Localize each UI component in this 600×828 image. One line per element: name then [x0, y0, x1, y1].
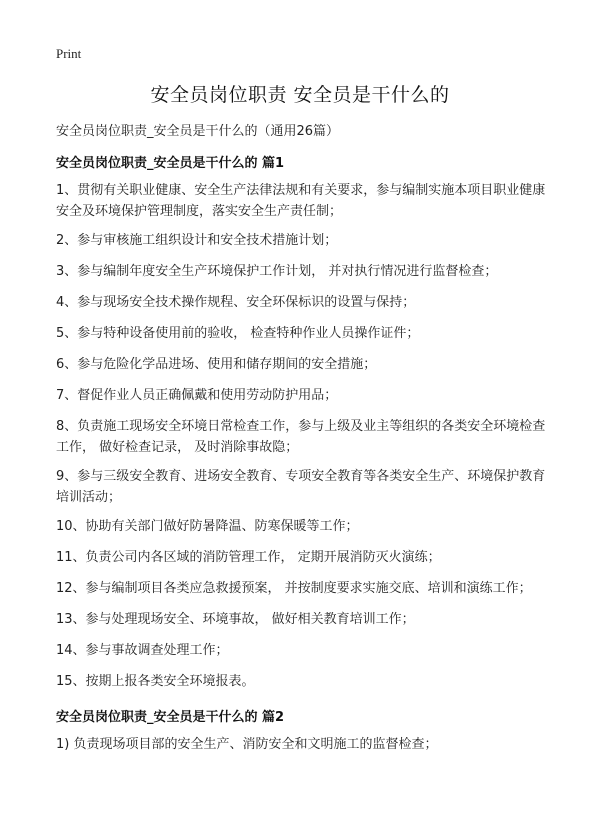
section-heading-1: 安全员岗位职责_安全员是干什么的 篇1	[56, 156, 285, 171]
document-title: 安全员岗位职责 安全员是干什么的	[150, 84, 450, 106]
list-item: 12、参与编制项目各类应急救援预案， 并按制度要求实施交底、培训和演练工作；	[56, 581, 532, 596]
list-item: 6、参与危险化学品进场、使用和储存期间的安全措施；	[56, 357, 377, 372]
list-item: 3、参与编制年度安全生产环境保护工作计划， 并对执行情况进行监督检查；	[56, 264, 498, 279]
document-subtitle: 安全员岗位职责_安全员是干什么的（通用26篇）	[56, 124, 340, 139]
list-item: 4、参与现场安全技术操作规程、安全环保标识的设置与保持；	[56, 295, 416, 310]
list-item: 14、参与事故调查处理工作；	[56, 643, 229, 658]
section-heading-2: 安全员岗位职责_安全员是干什么的 篇2	[56, 710, 285, 725]
list-item: 15、按期上报各类安全环境报表。	[56, 674, 255, 689]
list-item: 9、参与三级安全教育、进场安全教育、专项安全教育等各类安全生产、环境保护教育培训活动；	[56, 469, 546, 505]
list-item: 10、协助有关部门做好防暑降温、防寒保暖等工作；	[56, 519, 359, 534]
list-item: 5、参与特种设备使用前的验收， 检查特种作业人员操作证件；	[56, 326, 420, 341]
list-item: 2、参与审核施工组织设计和安全技术措施计划；	[56, 233, 338, 248]
list-item: 8、负责施工现场安全环境日常检查工作，参与上级及业主等组织的各类安全环境检查工作， 做好检查记录， 及时消除事故隐；	[56, 419, 546, 455]
list-item: 1、贯彻有关职业健康、安全生产法律法规和有关要求，参与编制实施本项目职业健康安全及环境保护管理制度，落实安全生产责任制；	[56, 183, 546, 219]
list-item: 1) 负责现场项目部的安全生产、消防安全和文明施工的监督检查；	[56, 737, 438, 752]
list-item: 7、督促作业人员正确佩戴和使用劳动防护用品；	[56, 388, 338, 403]
list-item: 13、参与处理现场安全、环境事故， 做好相关教育培训工作；	[56, 612, 415, 627]
list-item: 11、负责公司内各区域的消防管理工作， 定期开展消防灭火演练；	[56, 550, 441, 565]
print-label[interactable]: Print	[56, 46, 82, 61]
